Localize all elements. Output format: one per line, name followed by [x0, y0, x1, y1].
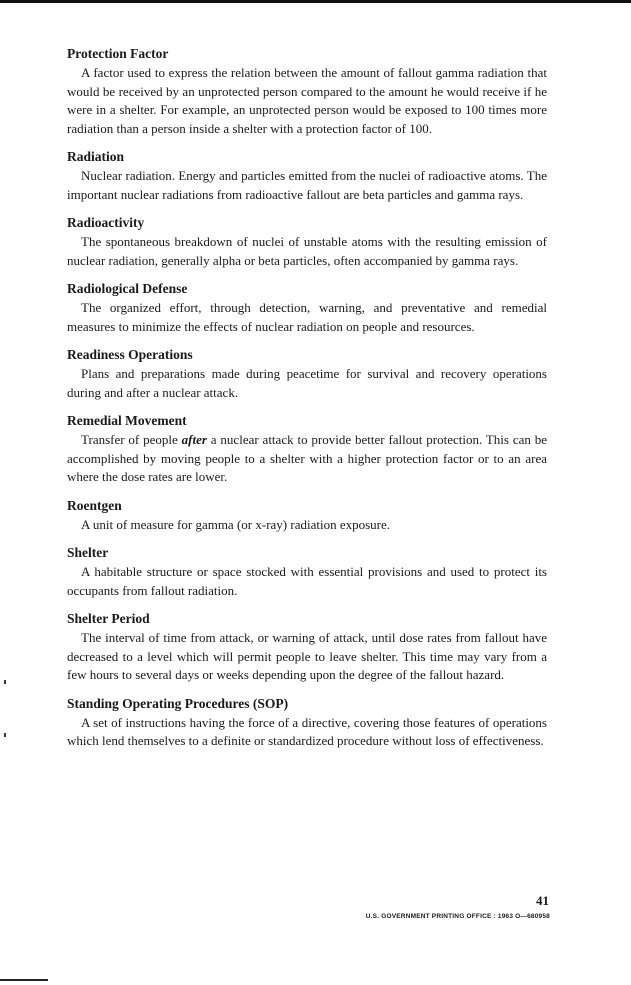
glossary-definition: A habitable structure or space stocked with essential provisions and used to protect its occupants from fallout radiation. — [67, 564, 547, 598]
margin-mark — [4, 680, 6, 684]
glossary — [67, 44, 547, 760]
glossary-definition: A factor used to express the relation between the amount of fallout gamma radiation that would be received by an unprotected person compared to the amount he would receive if he were in a shelter. For example, an unprotected person would be exposed to 100 times more radiation than a person inside a shelter with a protection factor of 100. — [67, 65, 547, 136]
glossary-term: Radiation — [67, 149, 125, 164]
glossary-term: Readiness Operations — [67, 347, 193, 362]
glossary-definition: A unit of measure for gamma (or x-ray) radiation exposure. — [81, 516, 391, 532]
bottom-rule — [0, 979, 48, 981]
glossary-term: Remedial Movement — [67, 413, 187, 428]
glossary-entry — [67, 44, 547, 138]
glossary-term: Protection Factor — [67, 46, 169, 61]
glossary-entry — [67, 147, 547, 204]
glossary-entry — [67, 345, 547, 402]
glossary-term: Roentgen — [67, 497, 122, 513]
glossary-definition: The organized effort, through detection, warning, and preventative and remedial measures to minimize the effects of nuclear radiation on people and resources. — [67, 300, 547, 334]
glossary-entry — [67, 496, 547, 535]
margin-mark — [4, 733, 6, 737]
glossary-term: Shelter — [67, 545, 109, 560]
glossary-term: Standing Operating Procedures (SOP) — [67, 695, 289, 711]
printing-office-imprint: U.S. GOVERNMENT PRINTING OFFICE : 1963 O—680958 — [365, 913, 550, 920]
glossary-entry — [67, 694, 547, 751]
glossary-definition — [67, 431, 547, 487]
glossary-definition: The interval of time from attack, or warning of attack, until dose rates from fallout have decreased to a level which will permit people to leave shelter. This time may vary from a few hours to several days or weeks depending upon the degree of the fallout hazard. — [67, 630, 547, 682]
glossary-term: Radioactivity — [67, 215, 145, 230]
glossary-entry — [67, 609, 547, 685]
top-rule — [0, 0, 631, 3]
glossary-entry — [67, 543, 547, 600]
glossary-entry — [67, 213, 547, 270]
definition-text: Transfer of people — [81, 432, 182, 447]
glossary-entry — [67, 411, 547, 487]
glossary-definition: The spontaneous breakdown of nuclei of unstable atoms with the resulting emission of nuclear radiation, generally alpha or beta particles, often accompanied by gamma rays. — [67, 234, 547, 268]
definition-emphasis: after — [181, 432, 207, 447]
glossary-term: Shelter Period — [67, 611, 150, 626]
definition-text: a nuclear attack to provide better fallout protection. This can be accomplished by moving people to a shelter with a higher protection factor or to an area where the dose rates are lower. — [67, 432, 547, 484]
glossary-definition: Plans and preparations made during peacetime for survival and recovery operations during and after a nuclear attack. — [67, 366, 547, 400]
glossary-definition: A set of instructions having the force of a directive, covering those features of operations which lend themselves to a definite or standardized procedure without loss of effectiveness. — [67, 714, 547, 748]
glossary-entry — [67, 279, 547, 336]
glossary-term: Radiological Defense — [67, 281, 188, 296]
glossary-definition: Nuclear radiation. Energy and particles emitted from the nuclei of radioactive atoms. The important nuclear radiations from radioactive fallout are beta particles and gamma rays. — [67, 168, 547, 202]
page-number: 41 — [536, 893, 549, 908]
